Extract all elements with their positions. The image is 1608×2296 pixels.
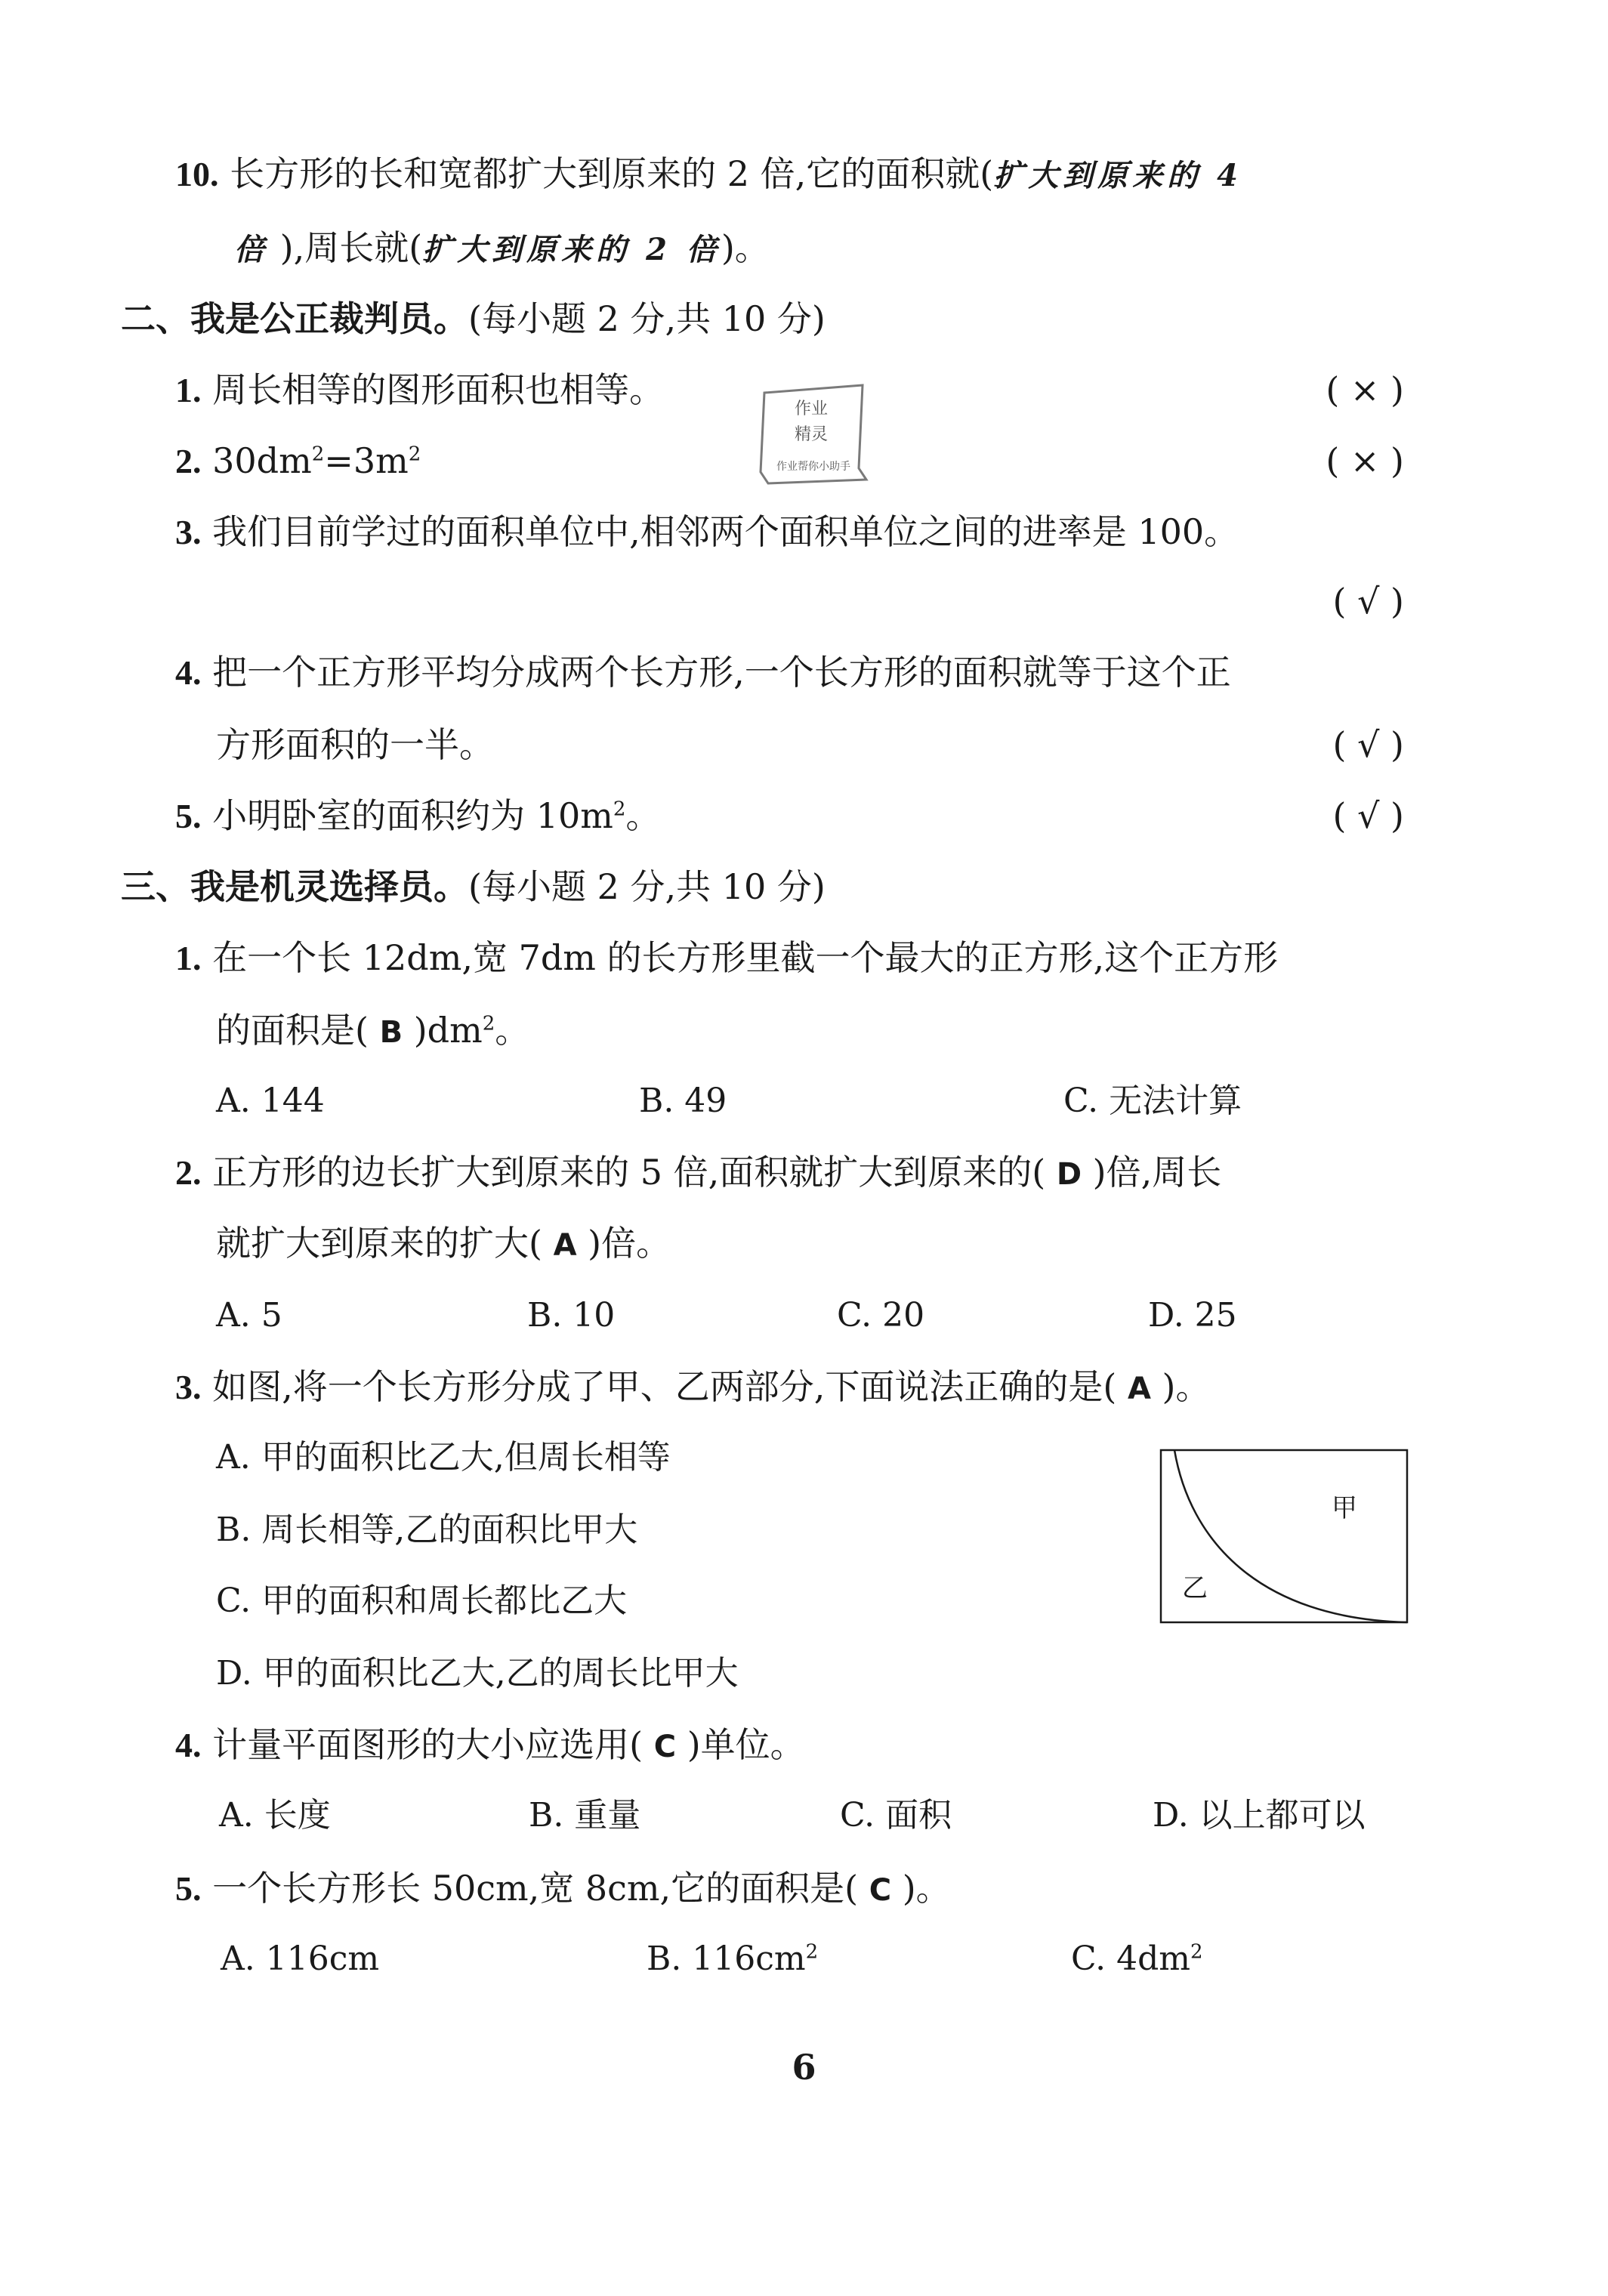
choice-q4-option-d: D. 以上都可以 xyxy=(1153,1796,1366,1835)
section2-title: 二、我是公正裁判员。 xyxy=(121,298,468,339)
judge-5-sup: 2 xyxy=(613,798,626,821)
q10-number: 10. xyxy=(175,155,219,193)
figure-label-jia: 甲 xyxy=(1332,1493,1357,1523)
choice-q1-text2c: 。 xyxy=(495,1010,530,1051)
choice-q3-answer: A xyxy=(1127,1372,1151,1406)
choice-q4-line1 xyxy=(175,1722,805,1770)
choice-q2-option-d: D. 25 xyxy=(1148,1296,1237,1335)
judge-1-number: 1. xyxy=(175,371,202,409)
section2-points: (每小题 2 分,共 10 分) xyxy=(468,298,826,339)
judge-2-text-b: =3m xyxy=(324,440,409,481)
choice-q3-option-b: B. 周长相等,乙的面积比甲大 xyxy=(216,1511,638,1549)
choice-q2-number: 2. xyxy=(175,1153,202,1192)
choice-q5-option-b-text: B. 116cm xyxy=(647,1940,806,1978)
judge-5-number: 5. xyxy=(175,797,202,835)
choice-q1-line1 xyxy=(175,935,1278,981)
choice-q4-text-b: )单位。 xyxy=(687,1724,805,1765)
choice-q2-text-b: )倍,周长 xyxy=(1092,1152,1222,1193)
choice-q1-text: 在一个长 12dm,宽 7dm 的长方形里截一个最大的正方形,这个正方形 xyxy=(212,937,1279,978)
judge-2-number: 2. xyxy=(175,442,202,480)
q10-answer1-cont: 倍 xyxy=(234,232,269,267)
judge-item-4 xyxy=(175,650,1231,696)
choice-q5-option-c-sup: 2 xyxy=(1190,1940,1203,1964)
choice-q2-option-a: A. 5 xyxy=(216,1296,282,1335)
choice-q2-line2 xyxy=(216,1221,671,1268)
choice-q2-option-c: C. 20 xyxy=(837,1296,925,1335)
section2-heading xyxy=(121,296,826,341)
choice-q1-sup: 2 xyxy=(482,1012,495,1035)
watermark-stamp-icon xyxy=(757,378,870,491)
judge-3-text: 我们目前学过的面积单位中,相邻两个面积单位之间的进率是 100。 xyxy=(212,511,1239,552)
judge-2-sup-a: 2 xyxy=(311,443,325,466)
section3-heading xyxy=(121,864,826,909)
choice-q2-text2a: 就扩大到原来的扩大( xyxy=(216,1223,542,1264)
judge-1-mark: ( × ) xyxy=(1326,369,1404,410)
choice-q5-text-a: 一个长方形长 50cm,宽 8cm,它的面积是( xyxy=(212,1868,859,1909)
judge-3-mark: ( √ ) xyxy=(1332,581,1404,622)
choice-q3-number: 3. xyxy=(175,1368,202,1406)
choice-q3-option-a: A. 甲的面积比乙大,但周长相等 xyxy=(216,1438,671,1477)
q10-answer1: 扩大到原来的 4 xyxy=(993,158,1242,193)
choice-q1-text2b: )dm xyxy=(413,1010,483,1051)
choice-q4-option-c: C. 面积 xyxy=(840,1796,952,1835)
judge-2-text-a: 30dm xyxy=(212,440,312,481)
choice-q5-option-a xyxy=(221,1936,379,1982)
judge-5-text-b: 。 xyxy=(625,795,661,836)
choice-q1-option-c: C. 无法计算 xyxy=(1063,1082,1242,1120)
choice-q5-line1 xyxy=(175,1866,951,1913)
judge-3-number: 3. xyxy=(175,513,202,551)
judge-4-mark: ( √ ) xyxy=(1332,724,1404,765)
choice-q5-option-c xyxy=(1071,1936,1203,1982)
choice-q4-answer: C xyxy=(653,1730,677,1764)
choice-q2-line1 xyxy=(175,1150,1221,1197)
choice-q5-option-a-text: A. 116cm xyxy=(221,1940,380,1978)
choice-q2-answer2: A xyxy=(553,1228,577,1263)
choice-q2-option-b: B. 10 xyxy=(527,1296,616,1335)
judge-item-2 xyxy=(175,438,421,484)
choice-q1-answer: B xyxy=(379,1015,403,1050)
q10-text1: 长方形的长和宽都扩大到原来的 2 倍,它的面积就( xyxy=(230,153,994,194)
choice-q3-line1 xyxy=(175,1364,1211,1412)
stamp-line2: 精灵 xyxy=(794,425,829,444)
choice-q2-text2b: )倍。 xyxy=(588,1223,671,1264)
rectangle-split-figure xyxy=(1159,1449,1409,1624)
choice-q5-option-b xyxy=(647,1936,818,1982)
judge-2-sup-b: 2 xyxy=(408,443,421,466)
q10-text3: )。 xyxy=(721,227,770,268)
choice-q5-answer: C xyxy=(869,1873,892,1908)
choice-q5-number: 5. xyxy=(175,1869,202,1908)
judge-item-5 xyxy=(175,793,660,839)
judge-2-mark: ( × ) xyxy=(1326,440,1404,481)
choice-q4-text-a: 计量平面图形的大小应选用( xyxy=(212,1724,644,1765)
q10-line1 xyxy=(175,151,1242,199)
choice-q4-option-a: A. 长度 xyxy=(219,1796,331,1835)
choice-q5-text-b: )。 xyxy=(902,1868,951,1909)
choice-q3-text-a: 如图,将一个长方形分成了甲、乙两部分,下面说法正确的是( xyxy=(212,1366,1117,1407)
judge-item-3 xyxy=(175,509,1239,555)
stamp-line1: 作业 xyxy=(794,400,829,418)
choice-q5-option-c-text: C. 4dm xyxy=(1071,1940,1190,1978)
judge-5-mark: ( √ ) xyxy=(1332,795,1404,836)
section3-points: (每小题 2 分,共 10 分) xyxy=(468,866,826,907)
section3-title: 三、我是机灵选择员。 xyxy=(121,866,468,907)
judge-1-text: 周长相等的图形面积也相等。 xyxy=(212,369,665,410)
choice-q2-answer1: D xyxy=(1056,1157,1082,1192)
judge-4-text: 把一个正方形平均分成两个长方形,一个长方形的面积就等于这个正 xyxy=(212,652,1231,693)
choice-q3-option-d: D. 甲的面积比乙大,乙的周长比甲大 xyxy=(216,1654,739,1693)
choice-q4-number: 4. xyxy=(175,1726,202,1764)
choice-q1-option-a: A. 144 xyxy=(216,1082,325,1120)
choice-q3-option-c: C. 甲的面积和周长都比乙大 xyxy=(216,1582,628,1620)
choice-q1-option-b: B. 49 xyxy=(639,1082,727,1120)
choice-q4-option-b: B. 重量 xyxy=(529,1796,641,1835)
q10-text2: ),周长就( xyxy=(279,227,423,268)
choice-q1-text2a: 的面积是( xyxy=(216,1010,369,1051)
q10-answer2: 扩大到原来的 2 倍 xyxy=(422,232,721,267)
stamp-line3: 作业帮你小助手 xyxy=(776,461,850,473)
judge-4-text2: 方形面积的一半。 xyxy=(216,724,494,765)
choice-q3-text-b: )。 xyxy=(1162,1366,1211,1407)
figure-label-yi: 乙 xyxy=(1182,1573,1208,1603)
judge-5-text-a: 小明卧室的面积约为 10m xyxy=(212,795,613,836)
choice-q5-option-b-sup: 2 xyxy=(805,1940,819,1964)
judge-item-1 xyxy=(175,367,664,413)
figure-curve xyxy=(1174,1450,1407,1622)
judge-4-number: 4. xyxy=(175,653,202,692)
choice-q1-line2 xyxy=(216,1008,529,1055)
choice-q1-number: 1. xyxy=(175,939,202,977)
page-number: 6 xyxy=(792,2047,816,2088)
q10-line2 xyxy=(234,225,770,273)
choice-q2-text-a: 正方形的边长扩大到原来的 5 倍,面积就扩大到原来的( xyxy=(212,1152,1046,1193)
